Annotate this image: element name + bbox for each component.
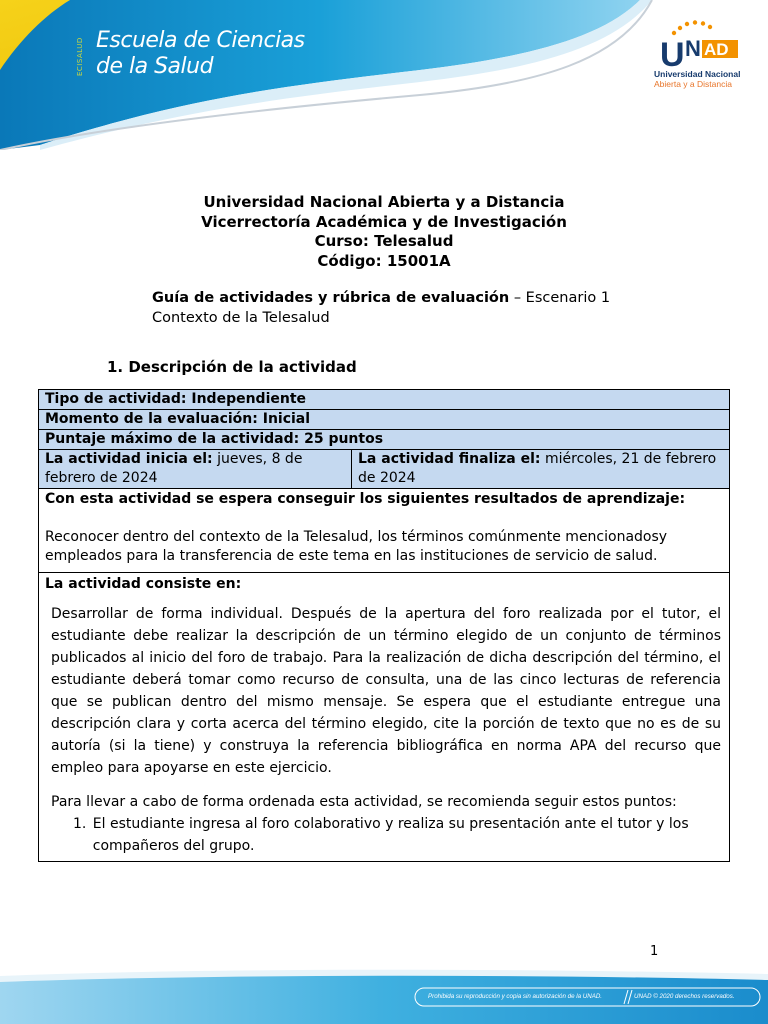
document-title-block [0,193,768,271]
svg-text:U: U [660,36,685,74]
start-date-cell [39,450,352,489]
guide-scenario: – Escenario 1 [509,290,611,306]
svg-text:N: N [685,36,701,61]
start-date-value: jueves, 8 de febrero de 2024 [45,451,303,486]
list-item-number: 1. [73,816,87,832]
unad-logo-text [654,69,754,89]
activity-type: Tipo de actividad: Independiente [39,390,730,410]
activity-table [38,389,730,862]
guide-subtitle: Contexto de la Telesalud [152,310,330,326]
activity-consists-heading: La actividad consiste en: [45,576,242,592]
school-name-line1: Escuela de Ciencias [96,28,305,53]
university-name: Universidad Nacional Abierta y a Distancia [203,193,565,211]
footer-rights: UNAD © 2020 derechos reservados. [634,993,735,1000]
page-number: 1 [650,944,659,959]
evaluation-moment: Momento de la evaluación: Inicial [39,410,730,430]
course-code: Código: 15001A [317,251,451,270]
list-item [39,813,729,857]
svg-text:AD: AD [704,40,729,59]
course-name: Curso: Telesalud [314,232,454,250]
vice-rectory: Vicerrectoría Académica y de Investigación [201,212,567,231]
guide-title-bold: Guía de actividades y rúbrica de evaluación [152,290,510,306]
learning-results-text: Reconocer dentro del contexto de la Telesalud, los términos comúnmente mencionadosy empleados para la transferencia de este tema en las instituciones de servicio de salud. [45,529,668,564]
activity-consists-cell [39,573,730,862]
start-date-label: La actividad inicia el: [45,451,213,467]
end-date-value: miércoles, 21 de febrero de 2024 [358,451,717,486]
learning-results-heading: Con esta actividad se espera conseguir los siguientes resultados de aprendizaje: [45,491,686,507]
school-name [96,28,305,80]
list-item-text: El estudiante ingresa al foro colaborativo y realiza su presentación ante el tutor y los compañeros del grupo. [92,816,689,854]
end-date-cell [352,450,730,489]
max-score: Puntaje máximo de la actividad: 25 puntos [39,430,730,450]
vertical-tag: ECISALUD [76,37,84,76]
section-heading: 1. Descripción de la actividad [107,358,357,376]
logo-line2: Abierta y a Distancia [654,79,732,89]
end-date-label: La actividad finaliza el: [358,451,541,467]
logo-line1: Universidad Nacional [654,69,741,79]
activity-recommendation: Para llevar a cabo de forma ordenada esta actividad, se recomienda seguir estos puntos: [51,794,677,810]
learning-results-cell [39,489,730,573]
activity-description: Desarrollar de forma individual. Después de la apertura del foro realizada por el tutor, el estudiante debe realizar la descripción de un término elegido de un conjunto de términos publicados al inicio del foro de trabajo. Para la realización de dicha descripción del término, el estudiante deberá tomar como recurso de consulta, una de las cinco lecturas de referencia que se publican dentro del mismo mensaje. Se espera que el estudiante entregue una descripción clara y corta acerca del término elegido, cite la porción de texto que no es de su autoría (si la tiene) y construya la referencia bibliográfica en norma APA del recurso que empleo para apoyarse en este ejercicio. [51,606,721,776]
school-name-line2: de la Salud [96,54,214,79]
guide-title [152,288,610,328]
footer-copy-notice: Prohibida su reproducción y copia sin autorización de la UNAD. [428,993,603,1000]
